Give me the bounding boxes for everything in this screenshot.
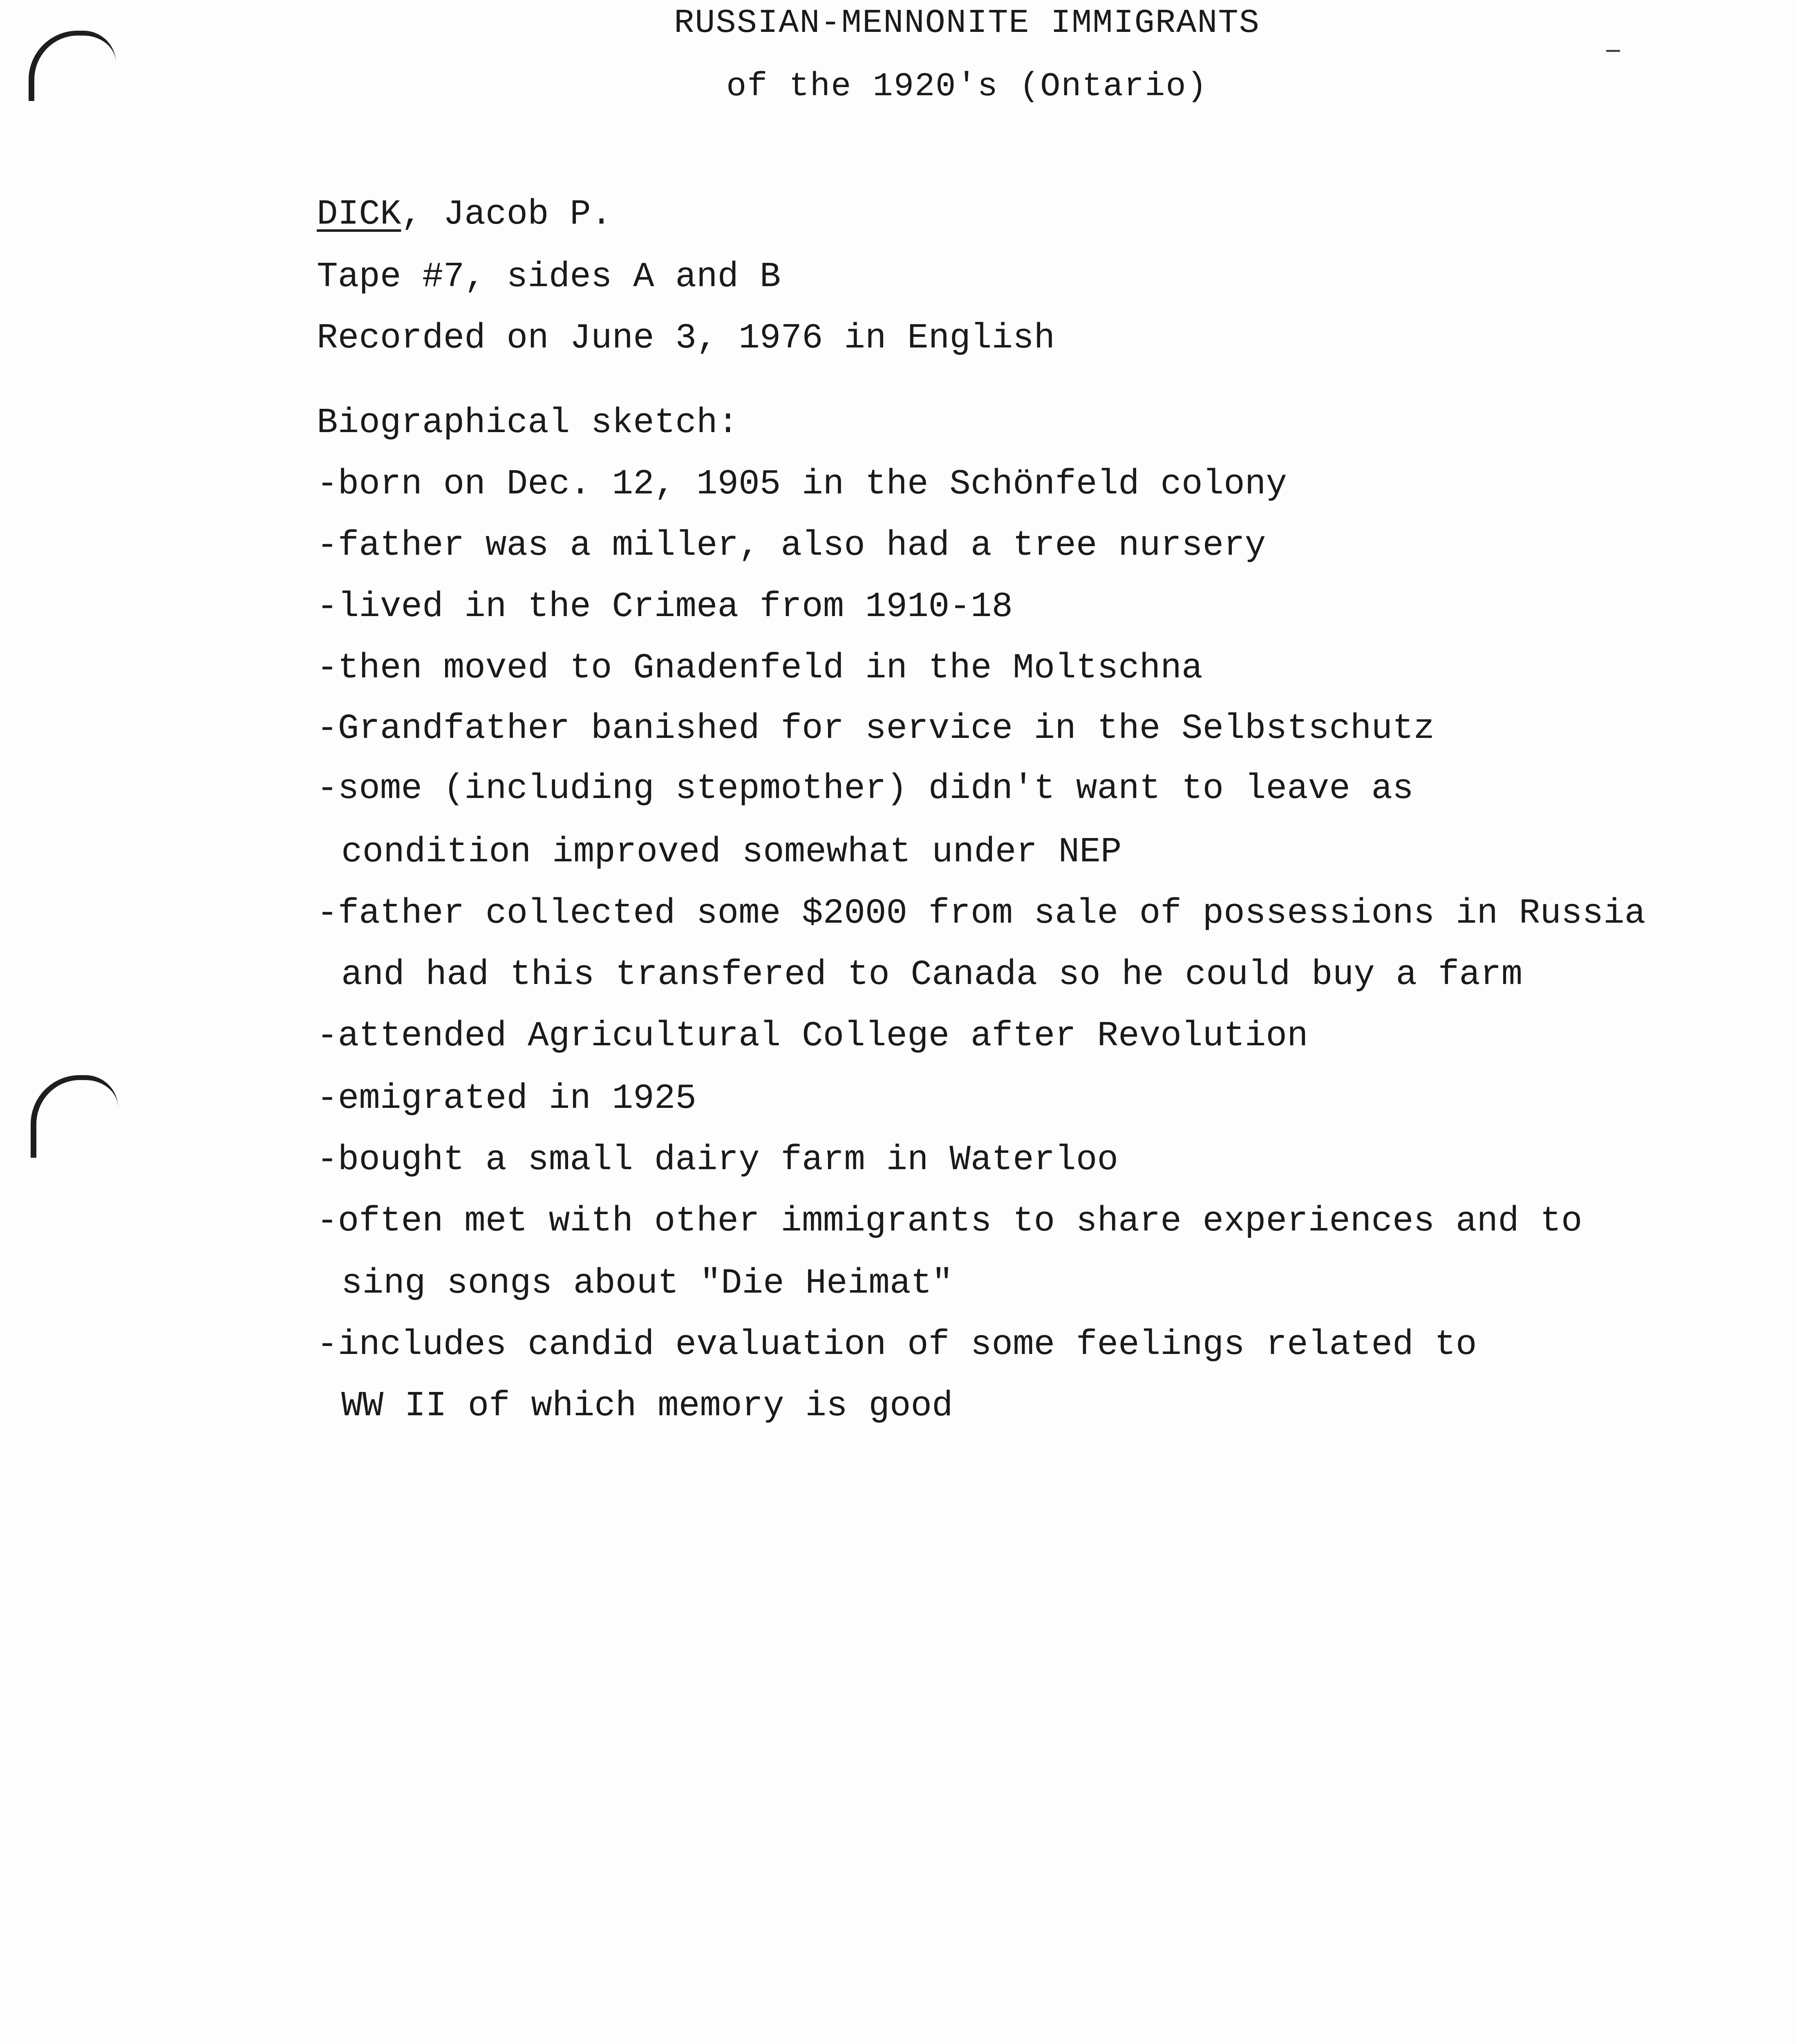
sketch-item: -lived in the Crimea from 1910-18 [317,587,1013,627]
stray-mark [1606,50,1620,52]
document-title: RUSSIAN-MENNONITE IMMIGRANTS [674,4,1260,42]
sketch-item: -father collected some $2000 from sale of possessions in Russia [317,893,1646,933]
sketch-item: -some (including stepmother) didn't want to leave as [317,769,1414,809]
sketch-item: -then moved to Gnadenfeld in the Moltschna [317,648,1203,688]
recording-info: Recorded on June 3, 1976 in English [317,318,1055,358]
sketch-item: -emigrated in 1925 [317,1078,696,1118]
document-subtitle: of the 1920's (Ontario) [726,67,1208,105]
punch-hole-mark [31,1075,118,1158]
subject-given-name: , Jacob P. [401,194,612,234]
subject-surname: DICK [317,194,401,234]
subject-name [317,194,612,234]
sketch-item: -father was a miller, also had a tree nursery [317,525,1266,565]
sketch-item: -often met with other immigrants to share experiences and to [317,1201,1582,1241]
sketch-item: -born on Dec. 12, 1905 in the Schönfeld colony [317,464,1287,504]
sketch-item: -bought a small dairy farm in Waterloo [317,1140,1119,1180]
sketch-item-continuation: sing songs about "Die Heimat" [341,1263,953,1303]
sketch-item: -includes candid evaluation of some feelings related to [317,1325,1477,1365]
sketch-item-continuation: WW II of which memory is good [341,1386,953,1426]
tape-info: Tape #7, sides A and B [317,257,781,297]
sketch-item: -Grandfather banished for service in the Selbstschutz [317,708,1435,749]
sketch-heading: Biographical sketch: [317,403,739,443]
sketch-item: -attended Agricultural College after Revolution [317,1016,1308,1056]
sketch-item-continuation: condition improved somewhat under NEP [341,832,1122,872]
sketch-item-continuation: and had this transfered to Canada so he could buy a farm [341,955,1523,995]
